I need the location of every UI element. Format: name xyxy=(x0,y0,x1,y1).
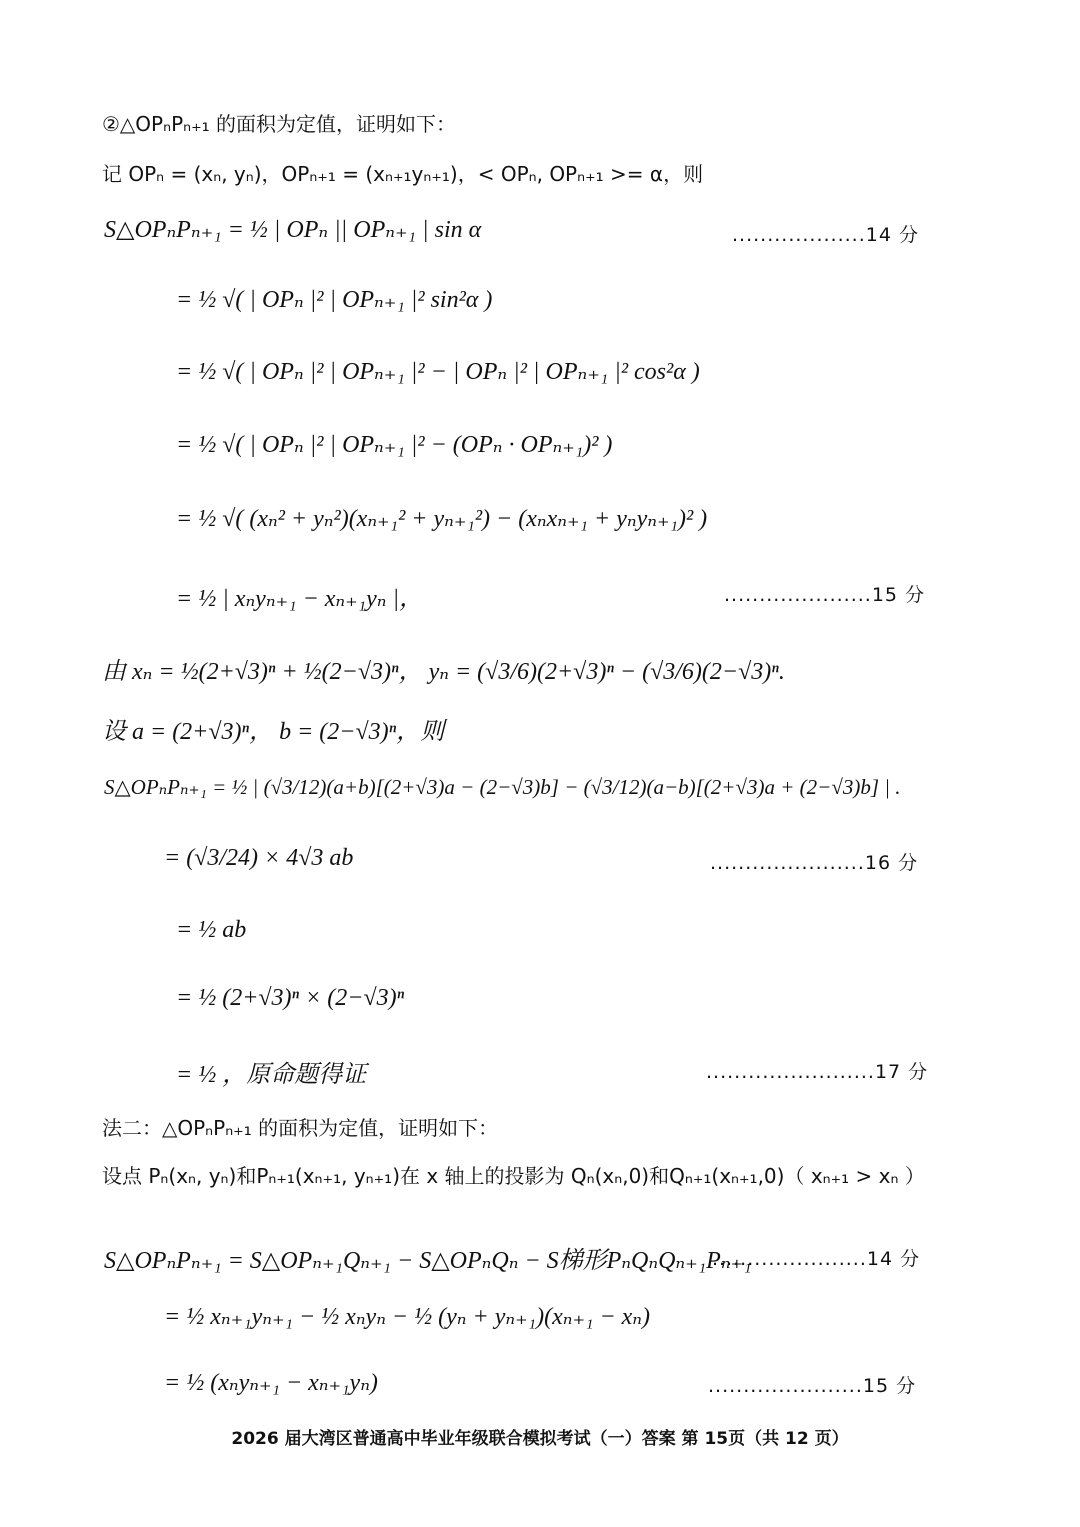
from-line: 由 xₙ = ½(2+√3)ⁿ + ½(2−√3)ⁿ， yₙ = (√3/6)(2+√3)ⁿ − (√3/6)(2−√3)ⁿ. xyxy=(102,659,785,685)
score-14-a: ...................14 分 xyxy=(732,224,919,246)
substitution-line: S△OPₙPₙ₊₁ = ½ | (√3/12)(a+b)[(2+√3)a − (2−√3)b] − (√3/12)(a−b)[(2+√3)a + (2−√3)b] | . xyxy=(104,775,901,799)
final-step-1: = (√3/24) × 4√3 ab xyxy=(164,845,354,871)
score-17: ........................17 分 xyxy=(706,1061,929,1083)
let-line: 设 a = (2+√3)ⁿ， b = (2−√3)ⁿ，则 xyxy=(102,719,445,745)
area-step-6: = ½ | xₙyₙ₊₁ − xₙ₊₁yₙ |， xyxy=(176,586,424,612)
area-step-1: S△OPₙPₙ₊₁ = ½ | OPₙ || OPₙ₊₁ | sin α xyxy=(104,217,482,243)
method-two-step-1: S△OPₙPₙ₊₁ = S△OPₙ₊₁Qₙ₊₁ − S△OPₙQₙ − S梯形PₙQₙQₙ₊₁Pₙ₊₁ xyxy=(104,1248,752,1274)
area-step-4: = ½ √( | OPₙ |² | OPₙ₊₁ |² − (OPₙ · OPₙ₊₁)² ) xyxy=(176,432,613,458)
final-step-2: = ½ ab xyxy=(176,917,247,943)
area-step-3: = ½ √( | OPₙ |² | OPₙ₊₁ |² − | OPₙ |² | OPₙ₊₁ |² cos²α ) xyxy=(176,359,700,385)
page-footer: 2026 届大湾区普通高中毕业年级联合模拟考试（一）答案 第 15页（共 12 页） xyxy=(231,1429,849,1449)
area-step-5: = ½ √( (xₙ² + yₙ²)(xₙ₊₁² + yₙ₊₁²) − (xₙxₙ₊₁ + yₙyₙ₊₁)² ) xyxy=(176,506,708,532)
final-step-3: = ½ (2+√3)ⁿ × (2−√3)ⁿ xyxy=(176,985,405,1011)
method-two-step-3: = ½ (xₙyₙ₊₁ − xₙ₊₁yₙ) xyxy=(164,1370,378,1396)
score-15-b: ......................15 分 xyxy=(708,1375,917,1397)
final-step-4: = ½ ，原命题得证 xyxy=(176,1062,367,1088)
score-14-b: ......................14 分 xyxy=(712,1248,921,1270)
score-16: ......................16 分 xyxy=(710,852,919,874)
method-one-claim: ②△OPₙPₙ₊₁ 的面积为定值，证明如下： xyxy=(102,112,457,136)
method-two-claim: 法二：△OPₙPₙ₊₁ 的面积为定值，证明如下： xyxy=(102,1116,499,1140)
notation-line: 记 OPₙ = (xₙ, yₙ)，OPₙ₊₁ = (xₙ₊₁yₙ₊₁)，< OPₙ, OPₙ₊₁ >= α，则 xyxy=(102,162,704,186)
method-two-step-2: = ½ xₙ₊₁yₙ₊₁ − ½ xₙyₙ − ½ (yₙ + yₙ₊₁)(xₙ₊₁ − xₙ) xyxy=(164,1304,651,1330)
projection-line: 设点 Pₙ(xₙ, yₙ)和Pₙ₊₁(xₙ₊₁, yₙ₊₁)在 x 轴上的投影为 Qₙ(xₙ,0)和Qₙ₊₁(xₙ₊₁,0)（ xₙ₊₁ > xₙ ） xyxy=(102,1164,925,1188)
area-step-2: = ½ √( | OPₙ |² | OPₙ₊₁ |² sin²α ) xyxy=(176,287,493,313)
score-15-a: .....................15 分 xyxy=(724,584,926,606)
